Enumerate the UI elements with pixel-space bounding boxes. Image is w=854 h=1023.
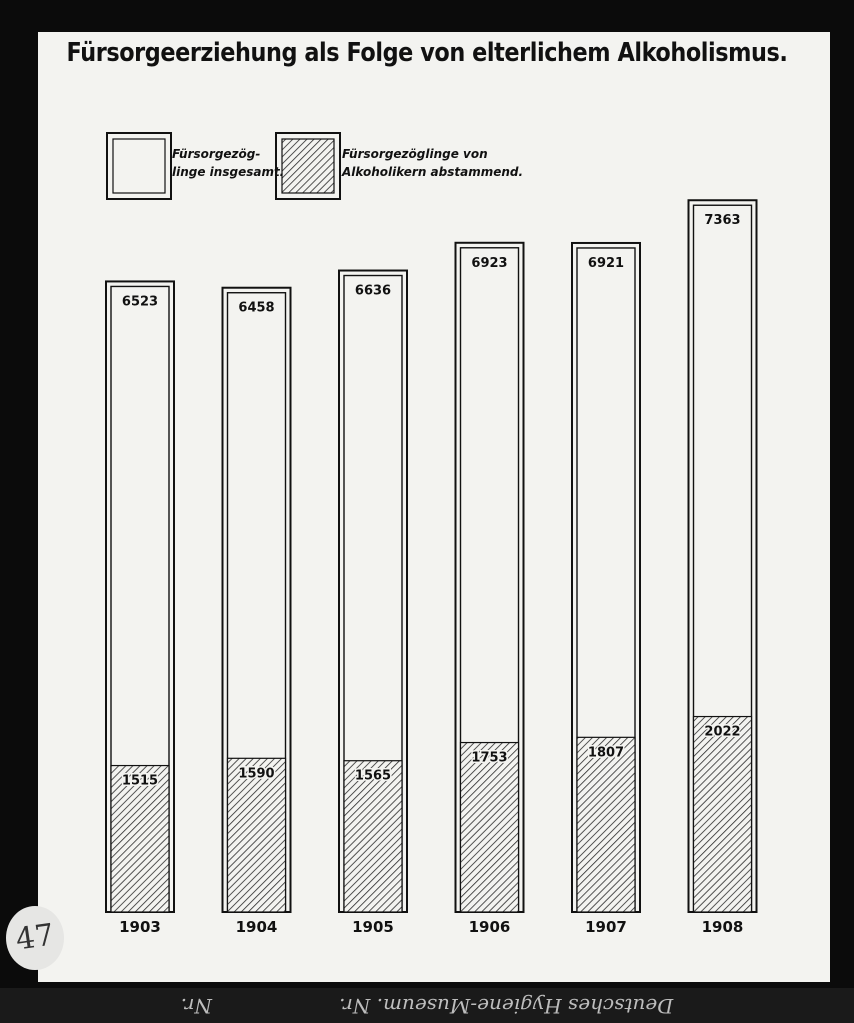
legend-label-total-line2: linge insgesamt. <box>172 165 285 179</box>
value-label-total-1905: 6636 <box>354 283 392 299</box>
bar-alcohol-1907 <box>577 737 635 912</box>
x-tick-label-1903: 1903 <box>119 918 161 936</box>
value-label-alcohol-1906: 1753 <box>471 750 508 766</box>
value-label-alcohol-1903: 1515 <box>121 773 159 789</box>
value-label-total-1906: 6923 <box>471 255 508 271</box>
corner-mark <box>6 906 64 970</box>
legend-label-total-line1: Fürsorgezög- <box>172 147 261 161</box>
value-label-alcohol-1905: 1565 <box>354 768 392 784</box>
legend-swatch-alcohol <box>282 139 334 193</box>
corner-mark-label: 47 <box>13 917 57 958</box>
bars-group <box>106 200 757 912</box>
archive-label: Deutsches Hygiene-Museum. Nr. Nr. <box>180 994 674 1018</box>
bar-alcohol-1906 <box>461 743 519 912</box>
value-label-total-1903: 6523 <box>121 294 159 310</box>
labels-group <box>119 213 743 936</box>
value-label-total-1908: 7363 <box>704 213 741 229</box>
value-label-alcohol-1904: 1590 <box>238 766 275 782</box>
legend-swatch-total-outer <box>107 133 171 199</box>
x-tick-label-1907: 1907 <box>585 918 627 936</box>
chart-title: Fürsorgeerziehung als Folge von elterlichem Alkoholismus. <box>66 38 788 68</box>
bar-alcohol-1908 <box>694 717 752 912</box>
bar-alcohol-1904 <box>228 758 286 912</box>
legend-label-alcohol-line2: Alkoholikern abstammend. <box>342 165 524 179</box>
x-tick-label-1906: 1906 <box>468 918 511 936</box>
x-tick-label-1905: 1905 <box>352 918 394 936</box>
value-label-alcohol-1908: 2022 <box>704 724 741 740</box>
x-tick-label-1908: 1908 <box>701 918 744 936</box>
x-tick-label-1904: 1904 <box>235 918 278 936</box>
legend-label-alcohol-line1: Fürsorgezöglinge von <box>342 147 488 161</box>
value-label-total-1904: 6458 <box>238 300 275 316</box>
value-label-total-1907: 6921 <box>587 255 625 271</box>
archive-strip <box>0 988 854 1023</box>
value-label-alcohol-1907: 1807 <box>587 745 625 761</box>
legend <box>107 133 523 199</box>
legend-swatch-total <box>113 139 165 193</box>
